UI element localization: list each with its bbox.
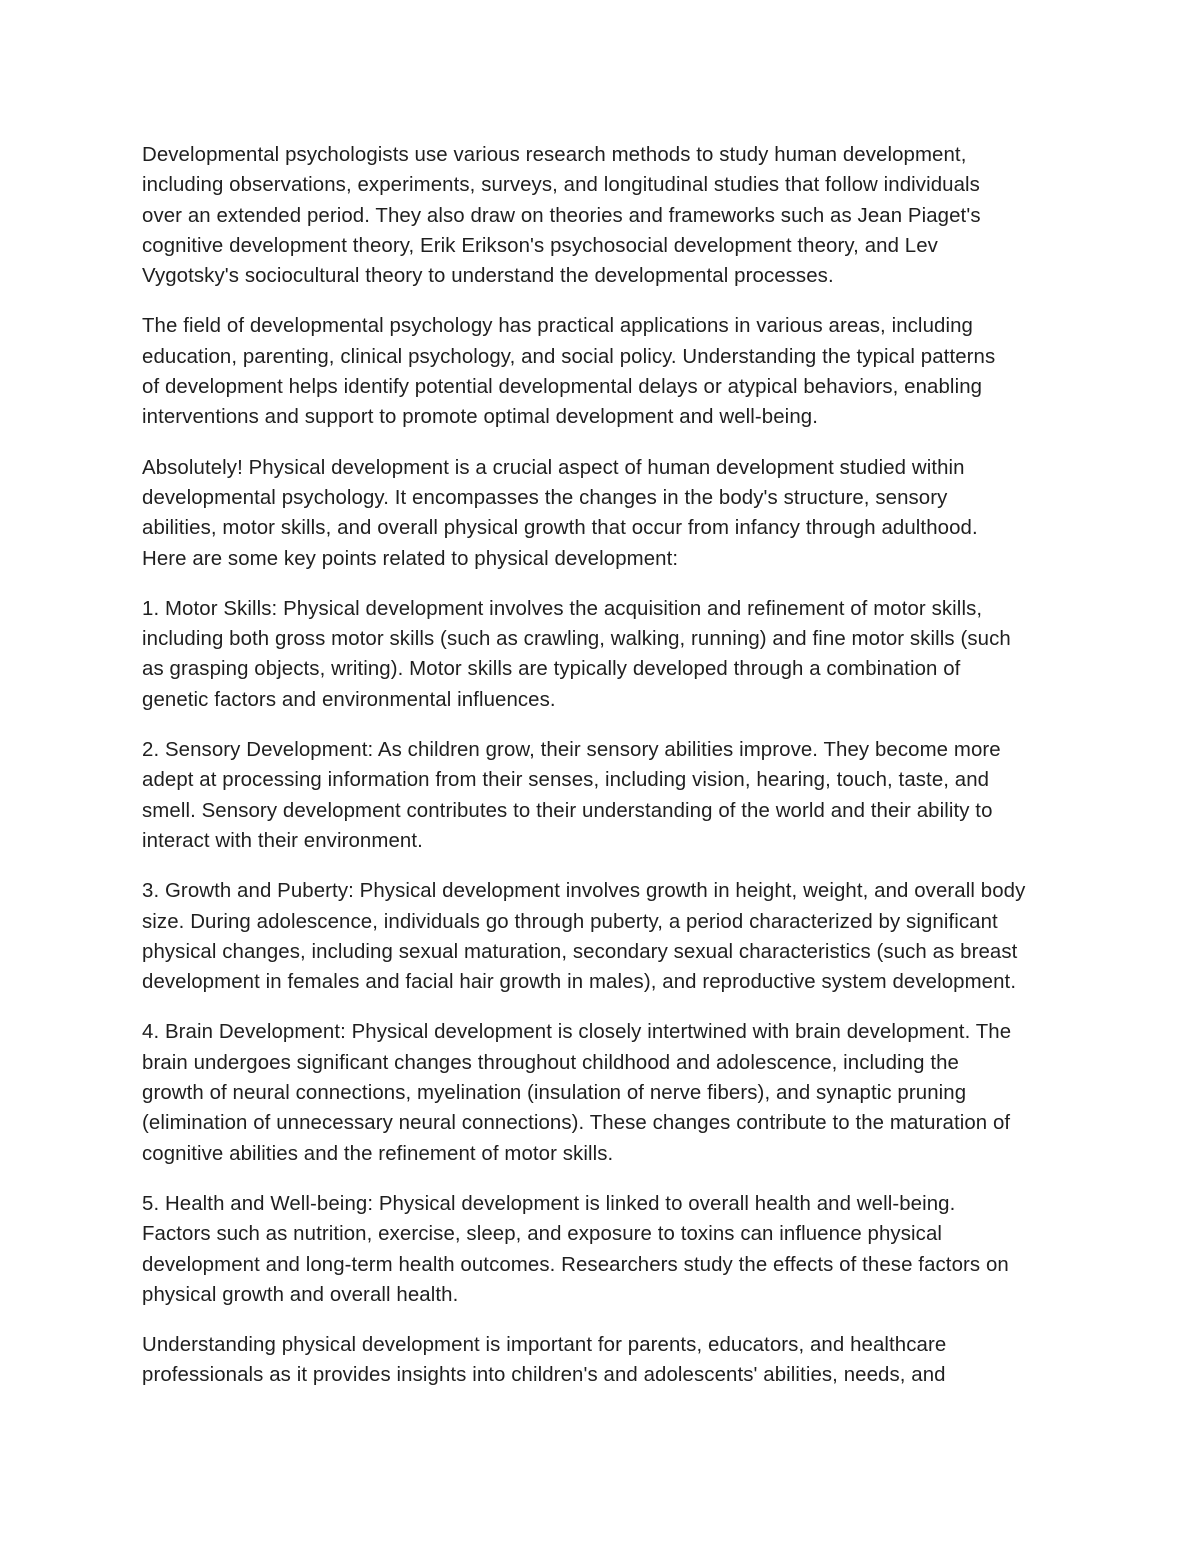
text-line: (elimination of unnecessary neural connections). These changes contribute to the maturation of	[142, 1112, 1011, 1135]
paragraph-motor-skills	[142, 594, 1072, 715]
text-line: interact with their environment.	[142, 829, 423, 852]
text-line: adept at processing information from their senses, including vision, hearing, touch, taste, and	[142, 769, 990, 792]
text-line: 4. Brain Development: Physical development is closely intertwined with brain development. The	[142, 1021, 1012, 1044]
text-line: 2. Sensory Development: As children grow, their sensory abilities improve. They become more	[142, 739, 1001, 762]
text-line: physical growth and overall health.	[142, 1283, 459, 1306]
paragraph-sensory-development	[142, 735, 1072, 856]
text-line: The field of developmental psychology has practical applications in various areas, including	[142, 315, 973, 338]
text-line: size. During adolescence, individuals go through puberty, a period characterized by significant	[142, 910, 998, 933]
paragraph-applications	[142, 311, 1072, 432]
text-line: of development helps identify potential developmental delays or atypical behaviors, enabling	[142, 376, 983, 399]
text-line: development and long-term health outcomes. Researchers study the effects of these factors on	[142, 1253, 1009, 1276]
text-line: abilities, motor skills, and overall physical growth that occur from infancy through adulthood.	[142, 517, 978, 540]
text-line: Understanding physical development is important for parents, educators, and healthcare	[142, 1334, 947, 1357]
text-line: over an extended period. They also draw on theories and frameworks such as Jean Piaget's	[142, 204, 981, 227]
paragraph-health-wellbeing	[142, 1189, 1072, 1310]
text-line: physical changes, including sexual maturation, secondary sexual characteristics (such as breast	[142, 940, 1018, 963]
text-line: genetic factors and environmental influences.	[142, 688, 556, 711]
text-line: growth of neural connections, myelination (insulation of nerve fibers), and synaptic pruning	[142, 1082, 967, 1105]
text-line: interventions and support to promote optimal development and well-being.	[142, 406, 818, 429]
paragraph-growth-puberty	[142, 876, 1072, 997]
text-line: cognitive development theory, Erik Erikson's psychosocial development theory, and Lev	[142, 234, 938, 257]
text-line: Factors such as nutrition, exercise, sleep, and exposure to toxins can influence physical	[142, 1223, 943, 1246]
text-line: education, parenting, clinical psychology, and social policy. Understanding the typical patterns	[142, 345, 996, 368]
text-line: Developmental psychologists use various research methods to study human development,	[142, 144, 967, 166]
text-line: 3. Growth and Puberty: Physical development involves growth in height, weight, and overall body	[142, 880, 1026, 903]
text-line: brain undergoes significant changes throughout childhood and adolescence, including the	[142, 1051, 959, 1074]
text-line: including both gross motor skills (such as crawling, walking, running) and fine motor skills (such	[142, 628, 1011, 651]
text-line: Absolutely! Physical development is a crucial aspect of human development studied within	[142, 456, 965, 479]
text-line: cognitive abilities and the refinement of motor skills.	[142, 1142, 614, 1165]
text-line: including observations, experiments, surveys, and longitudinal studies that follow individuals	[142, 174, 980, 197]
text-line: 1. Motor Skills: Physical development involves the acquisition and refinement of motor skills,	[142, 597, 983, 620]
text-line: developmental psychology. It encompasses the changes in the body's structure, sensory	[142, 486, 948, 509]
text-line: professionals as it provides insights into children's and adolescents' abilities, needs, and	[142, 1364, 946, 1387]
paragraph-brain-development	[142, 1017, 1072, 1168]
paragraph-conclusion	[142, 1330, 1072, 1391]
paragraph-physical-intro	[142, 453, 1072, 574]
text-line: Vygotsky's sociocultural theory to understand the developmental processes.	[142, 265, 834, 288]
text-line: smell. Sensory development contributes to their understanding of the world and their ability to	[142, 799, 993, 822]
text-line: Here are some key points related to physical development:	[142, 547, 679, 570]
document-body	[142, 140, 1072, 1411]
text-line: 5. Health and Well-being: Physical development is linked to overall health and well-being.	[142, 1192, 956, 1215]
text-line: development in females and facial hair growth in males), and reproductive system development.	[142, 971, 1017, 994]
paragraph-research-methods	[142, 140, 1072, 291]
text-line: as grasping objects, writing). Motor skills are typically developed through a combination of	[142, 658, 961, 681]
